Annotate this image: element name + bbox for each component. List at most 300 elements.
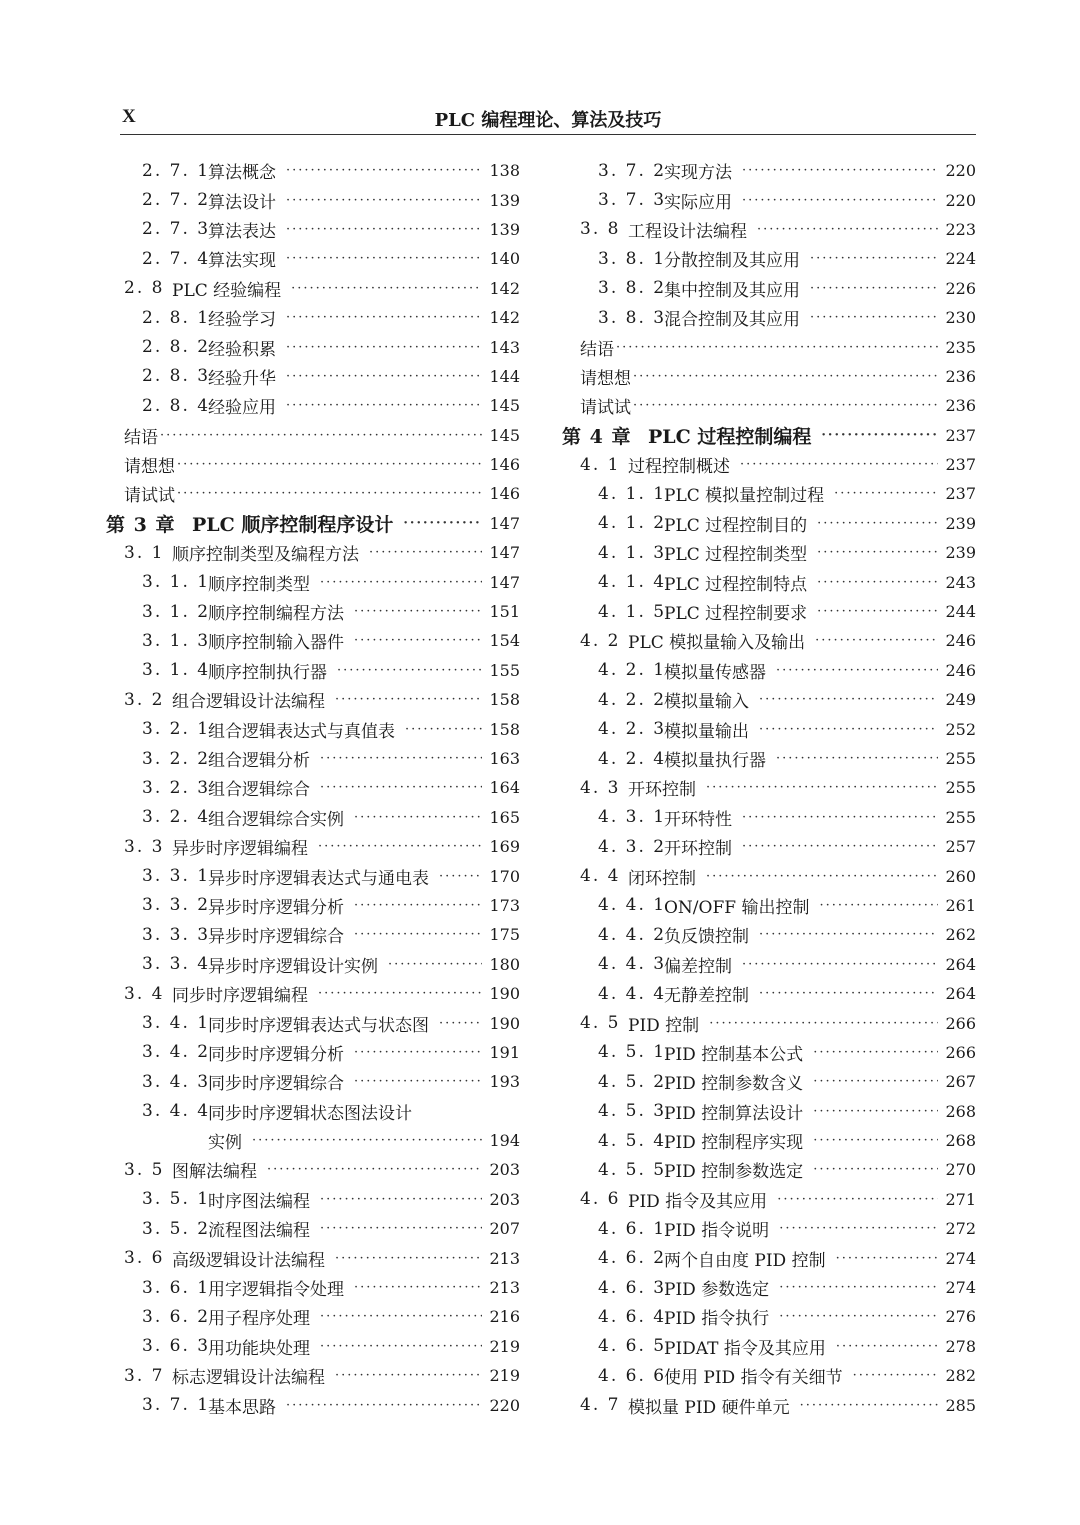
toc-entry-title: 用功能块处理 [208, 1338, 310, 1359]
toc-entry-title: PLC 经验编程 [172, 280, 282, 301]
toc-entry-title: 顺序控制编程方法 [208, 604, 344, 625]
toc-entry[interactable] [106, 244, 520, 273]
toc-entry[interactable] [106, 1185, 520, 1214]
toc-entry-page: 268 [945, 1131, 976, 1151]
toc-entry-number: 4. 1. 1 [598, 483, 667, 504]
dot-leader [810, 252, 938, 265]
toc-entry-number: 3. 6 [124, 1248, 165, 1269]
toc-entry[interactable] [562, 215, 976, 244]
toc-entry[interactable] [562, 1155, 976, 1184]
toc-entry[interactable] [106, 362, 520, 391]
toc-entry[interactable] [562, 744, 976, 773]
toc-entry-page: 147 [489, 543, 520, 563]
toc-entry-page: 249 [945, 690, 976, 710]
dot-leader [320, 576, 482, 589]
toc-entry[interactable] [106, 391, 520, 420]
toc-entry[interactable] [562, 979, 976, 1008]
toc-entry-title: 经验积累 [208, 339, 276, 360]
toc-entry-page: 239 [945, 543, 976, 563]
page-number-label: X [122, 106, 136, 127]
toc-right-column [562, 156, 976, 1420]
toc-entry-title: 算法设计 [208, 192, 276, 213]
dot-leader [320, 1340, 482, 1353]
toc-entry-page: 203 [489, 1189, 520, 1209]
toc-entry[interactable] [562, 156, 976, 185]
toc-entry-number: 4. 5. 3 [598, 1101, 667, 1122]
toc-entry-page: 219 [489, 1336, 520, 1356]
dot-leader [337, 664, 482, 677]
toc-entry[interactable] [106, 479, 520, 508]
dot-leader [759, 723, 938, 736]
toc-entry[interactable] [106, 303, 520, 332]
toc-entry[interactable] [106, 714, 520, 743]
toc-entry-page: 244 [945, 602, 976, 622]
toc-entry[interactable] [106, 1302, 520, 1331]
toc-chapter-entry[interactable] [562, 421, 976, 450]
toc-entry-number: 3. 8. 2 [598, 278, 667, 299]
toc-entry-title: PID 参数选定 [664, 1280, 770, 1301]
toc-entry-title: 流程图法编程 [208, 1221, 310, 1242]
toc-entry[interactable] [562, 714, 976, 743]
toc-entry[interactable] [106, 1038, 520, 1067]
toc-entry-page: 170 [489, 866, 520, 886]
toc-entry-number: 4. 4 [580, 866, 621, 887]
toc-entry-number: 2. 8. 1 [142, 307, 211, 328]
toc-entry[interactable] [562, 920, 976, 949]
dot-leader [177, 458, 482, 471]
toc-entry[interactable] [562, 1038, 976, 1067]
toc-entry-number: 3. 2 [124, 689, 165, 710]
dot-leader [286, 341, 482, 354]
toc-entry-number: 第 3 章 [106, 513, 176, 536]
toc-entry-number: 4. 2. 3 [598, 719, 667, 740]
toc-entry-page: 213 [489, 1248, 520, 1268]
toc-entry-page: 264 [945, 954, 976, 974]
toc-entry[interactable] [562, 656, 976, 685]
toc-entry[interactable] [562, 1214, 976, 1243]
toc-entry[interactable] [106, 832, 520, 861]
toc-entry-page: 255 [945, 749, 976, 768]
toc-entry-page: 155 [489, 660, 520, 680]
toc-entry-title: 同步时序逻辑状态图法设计 [208, 1103, 412, 1124]
toc-entry-title: PID 指令说明 [664, 1221, 770, 1242]
toc-entry[interactable] [106, 920, 520, 949]
toc-entry-title: 用子程序处理 [208, 1309, 310, 1330]
dot-leader [318, 987, 482, 1000]
toc-entry-number: 3. 8. 1 [598, 248, 667, 269]
toc-entry-title: PID 控制参数选定 [664, 1162, 804, 1183]
dot-leader [320, 1193, 482, 1206]
toc-entry-page: 219 [489, 1366, 520, 1386]
toc-entry[interactable] [106, 1155, 520, 1184]
toc-entry[interactable] [106, 1390, 520, 1419]
toc-entry-title: 开环特性 [664, 809, 732, 830]
toc-entry[interactable] [562, 274, 976, 303]
dot-leader [709, 1017, 938, 1030]
toc-entry[interactable] [106, 626, 520, 655]
toc-entry-title: 组合逻辑综合实例 [208, 809, 344, 830]
toc-entry-page: 164 [489, 778, 520, 798]
toc-entry-number: 3. 5 [124, 1159, 165, 1180]
toc-entry-page: 243 [945, 572, 976, 592]
toc-entry-title: 用字逻辑指令处理 [208, 1280, 344, 1301]
toc-entry-title: 请想想 [124, 457, 175, 478]
toc-entry-title: 实际应用 [664, 192, 732, 213]
toc-entry-page: 158 [489, 690, 520, 710]
toc-entry-page: 207 [489, 1219, 520, 1239]
toc-chapter-entry[interactable] [106, 509, 520, 538]
toc-entry-number: 4. 3 [580, 777, 621, 798]
dot-leader [853, 1369, 938, 1382]
dot-leader [177, 487, 482, 500]
toc-entry-title: 请试试 [580, 398, 631, 419]
dot-leader [354, 811, 482, 824]
toc-entry[interactable] [106, 185, 520, 214]
toc-entry[interactable] [106, 773, 520, 802]
toc-entry[interactable] [106, 891, 520, 920]
toc-entry-title: 混合控制及其应用 [664, 310, 800, 331]
toc-entry-number: 3. 3 [124, 836, 165, 857]
toc-entry-page: 190 [489, 984, 520, 1004]
toc-entry-number: 3. 5. 2 [142, 1218, 211, 1239]
dot-leader [819, 899, 938, 912]
dot-leader [834, 487, 938, 500]
toc-entry-number: 3. 4 [124, 983, 165, 1004]
toc-entry-page: 140 [489, 249, 520, 269]
toc-entry-number: 3. 1. 4 [142, 660, 211, 681]
toc-entry-title: 结语 [124, 427, 158, 448]
toc-entry[interactable] [106, 1273, 520, 1302]
dot-leader [388, 958, 482, 971]
toc-entry[interactable] [106, 274, 520, 303]
toc-entry-number: 4. 6. 6 [598, 1365, 667, 1386]
toc-entry-number: 3. 7 [124, 1365, 165, 1386]
toc-entry-page: 146 [489, 455, 520, 475]
toc-entry[interactable] [562, 1008, 976, 1037]
toc-entry[interactable] [106, 1097, 520, 1126]
toc-entry-title: 同步时序逻辑表达式与状态图 [208, 1015, 429, 1036]
toc-entry-title: PID 指令及其应用 [628, 1191, 768, 1212]
toc-entry-number: 4. 6. 1 [598, 1218, 667, 1239]
toc-entry-title: 分散控制及其应用 [664, 251, 800, 272]
dot-leader [742, 840, 938, 853]
toc-entry-number: 4. 7 [580, 1395, 621, 1416]
toc-entry-title: 时序图法编程 [208, 1191, 310, 1212]
toc-entry-title: 模拟量输出 [664, 721, 749, 742]
dot-leader [267, 1163, 482, 1176]
toc-entry-title: 同步时序逻辑编程 [172, 986, 308, 1007]
toc-entry-number: 3. 3. 2 [142, 895, 211, 916]
toc-entry[interactable] [106, 979, 520, 1008]
toc-entry-page: 282 [945, 1366, 976, 1386]
toc-entry-number: 3. 8 [580, 219, 621, 240]
toc-entry-page: 144 [489, 366, 520, 386]
toc-entry-title: 算法实现 [208, 251, 276, 272]
toc-entry[interactable] [106, 538, 520, 567]
toc-entry[interactable] [562, 244, 976, 273]
dot-leader [286, 223, 482, 236]
toc-entry-number: 4. 3. 1 [598, 807, 667, 828]
toc-entry-page: 147 [489, 572, 520, 592]
toc-entry-title: 标志逻辑设计法编程 [172, 1368, 325, 1389]
toc-entry-title: PID 控制 [628, 1015, 700, 1036]
dot-leader [740, 458, 938, 471]
dot-leader [817, 605, 938, 618]
toc-entry-title: 负反馈控制 [664, 927, 749, 948]
toc-entry-page: 203 [489, 1160, 520, 1180]
toc-entry-number: 3. 3. 1 [142, 866, 211, 887]
toc-entry-number: 3. 1. 2 [142, 601, 211, 622]
toc-entry[interactable] [106, 156, 520, 185]
toc-entry-page: 237 [945, 455, 976, 475]
toc-entry-number: 4. 4. 3 [598, 954, 667, 975]
toc-entry-title: 两个自由度 PID 控制 [664, 1250, 826, 1271]
dot-leader [616, 341, 938, 354]
toc-entry-page: 220 [489, 1395, 520, 1415]
toc-entry[interactable] [562, 185, 976, 214]
dot-leader [810, 282, 938, 295]
toc-entry[interactable] [106, 803, 520, 832]
toc-entry-title: PID 控制参数含义 [664, 1074, 804, 1095]
toc-entry-title: 顺序控制类型及编程方法 [172, 545, 359, 566]
toc-entry[interactable] [562, 1097, 976, 1126]
toc-entry-page: 180 [489, 954, 520, 974]
toc-entry-page: 285 [945, 1395, 976, 1415]
toc-entry-number: 3. 6. 2 [142, 1306, 211, 1327]
toc-entry-page: 143 [489, 337, 520, 357]
book-title: PLC 编程理论、算法及技巧 [434, 110, 662, 131]
toc-entry-title: 经验升华 [208, 368, 276, 389]
dot-leader [320, 1310, 482, 1323]
toc-entry-page: 220 [945, 190, 976, 210]
dot-leader [335, 1252, 482, 1265]
dot-leader [776, 752, 938, 765]
toc-entry-page: 237 [945, 484, 976, 504]
toc-entry[interactable] [562, 1243, 976, 1272]
toc-entry-title: 顺序控制输入器件 [208, 633, 344, 654]
toc-entry-page: 194 [489, 1131, 520, 1151]
toc-entry[interactable] [106, 1214, 520, 1243]
toc-entry-number: 4. 5. 1 [598, 1042, 667, 1063]
dot-leader [335, 693, 482, 706]
toc-entry[interactable] [106, 861, 520, 890]
toc-entry-title: 异步时序逻辑表达式与通电表 [208, 868, 429, 889]
toc-entry-number: 3. 4. 4 [142, 1101, 211, 1122]
toc-entry[interactable] [562, 832, 976, 861]
toc-entry[interactable] [106, 1361, 520, 1390]
toc-entry-page: 224 [945, 249, 976, 269]
toc-entry-number: 4. 4. 4 [598, 983, 667, 1004]
toc-entry[interactable] [562, 391, 976, 420]
toc-entry-page: 278 [945, 1336, 976, 1356]
toc-entry[interactable] [562, 1185, 976, 1214]
toc-left-column [106, 156, 520, 1420]
toc-entry-page: 154 [489, 631, 520, 651]
toc-entry-number: 4. 5. 5 [598, 1159, 667, 1180]
toc-entry[interactable] [562, 362, 976, 391]
dot-leader [320, 781, 482, 794]
toc-entry-number: 2. 8. 3 [142, 366, 211, 387]
toc-entry-page: 146 [489, 484, 520, 504]
toc-entry[interactable] [562, 597, 976, 626]
toc-entry[interactable] [106, 1067, 520, 1096]
toc-entry-title: 过程控制概述 [628, 457, 730, 478]
dot-leader [439, 1017, 482, 1030]
toc-entry[interactable] [562, 861, 976, 890]
dot-leader [354, 605, 482, 618]
toc-entry[interactable] [562, 1067, 976, 1096]
dot-leader [757, 223, 938, 236]
toc-entry-page: 268 [945, 1101, 976, 1121]
toc-entry-page: 261 [945, 895, 976, 915]
toc-entry-number: 3. 3. 4 [142, 954, 211, 975]
toc-entry-number: 4. 2. 2 [598, 689, 667, 710]
toc-entry-title: 算法表达 [208, 221, 276, 242]
toc-entry-page: 142 [489, 308, 520, 328]
toc-entry[interactable] [106, 1243, 520, 1272]
toc-entry-number: 4. 6 [580, 1189, 621, 1210]
toc-entry-number: 3. 4. 3 [142, 1071, 211, 1092]
toc-entry-number: 4. 1. 4 [598, 572, 667, 593]
toc-entry-number: 4. 2. 1 [598, 660, 667, 681]
toc-entry-number: 4. 4. 1 [598, 895, 667, 916]
dot-leader [813, 1163, 938, 1176]
toc-entry-number: 3. 1. 3 [142, 630, 211, 651]
toc-entry[interactable] [106, 744, 520, 773]
toc-entry[interactable] [562, 1361, 976, 1390]
dot-leader [706, 781, 938, 794]
toc-entry-page: 262 [945, 925, 976, 945]
dot-leader [286, 399, 482, 412]
dot-leader [779, 1281, 938, 1294]
page-header [120, 100, 976, 135]
toc-entry-title: 异步时序逻辑编程 [172, 839, 308, 860]
toc-entry[interactable] [562, 950, 976, 979]
toc-entry-number: 3. 2. 4 [142, 807, 211, 828]
dot-leader [286, 252, 482, 265]
toc-entry[interactable] [562, 891, 976, 920]
toc-entry-title: PLC 过程控制要求 [664, 604, 808, 625]
dot-leader [810, 311, 938, 324]
toc-entry-page: 173 [489, 895, 520, 915]
toc-entry-page: 147 [489, 513, 520, 533]
toc-entry-page: 276 [945, 1307, 976, 1327]
dot-leader [813, 1134, 938, 1147]
toc-entry-number: 2. 7. 4 [142, 248, 211, 269]
toc-entry-title: 顺序控制类型 [208, 574, 310, 595]
toc-entry[interactable] [562, 1390, 976, 1419]
toc-entry[interactable] [562, 1273, 976, 1302]
toc-entry-title: PLC 顺序控制程序设计 [192, 513, 394, 536]
dot-leader [815, 634, 938, 647]
toc-entry-title: 开环控制 [664, 839, 732, 860]
dot-leader [706, 870, 938, 883]
dot-leader [742, 194, 938, 207]
toc-entry-number: 2. 7. 2 [142, 190, 211, 211]
toc-entry[interactable] [106, 656, 520, 685]
toc-entry[interactable] [562, 567, 976, 596]
dot-leader [817, 576, 938, 589]
toc-entry[interactable] [562, 1332, 976, 1361]
dot-leader [369, 546, 482, 559]
dot-leader [742, 811, 938, 824]
toc-entry[interactable] [106, 1332, 520, 1361]
toc-entry[interactable] [562, 1126, 976, 1155]
toc-entry-page: 213 [489, 1278, 520, 1298]
toc-entry[interactable] [562, 1302, 976, 1331]
toc-entry[interactable] [562, 450, 976, 479]
toc-entry-title: 算法概念 [208, 163, 276, 184]
toc-entry-number: 3. 1. 1 [142, 572, 211, 593]
toc-entry-title: 开环控制 [628, 780, 696, 801]
toc-entry[interactable] [562, 479, 976, 508]
dot-leader [813, 1105, 938, 1118]
toc-entry-number: 4. 2. 4 [598, 748, 667, 769]
toc-entry[interactable] [106, 685, 520, 714]
dot-leader [800, 1399, 938, 1412]
toc-entry[interactable] [562, 685, 976, 714]
dot-leader [354, 1281, 482, 1294]
toc-entry-page: 266 [945, 1013, 976, 1033]
toc-entry[interactable] [562, 332, 976, 361]
toc-entry-page: 142 [489, 278, 520, 298]
toc-entry-title: 实现方法 [664, 163, 732, 184]
toc-entry[interactable] [562, 803, 976, 832]
toc-entry[interactable] [562, 773, 976, 802]
toc-entry-title: PID 控制基本公式 [664, 1044, 804, 1065]
toc-entry[interactable] [106, 1126, 520, 1155]
toc-entry[interactable] [106, 450, 520, 479]
toc-entry-title: 闭环控制 [628, 868, 696, 889]
toc-entry[interactable] [562, 538, 976, 567]
toc-entry-title: PLC 过程控制类型 [664, 545, 808, 566]
toc-entry-page: 220 [945, 161, 976, 181]
toc-entry[interactable] [106, 332, 520, 361]
toc-entry-title: PID 控制算法设计 [664, 1103, 804, 1124]
toc-entry[interactable] [562, 303, 976, 332]
toc-entry-number: 第 4 章 [562, 425, 632, 448]
dot-leader [813, 1075, 938, 1088]
toc-entry-page: 226 [945, 278, 976, 298]
toc-entry[interactable] [562, 626, 976, 655]
toc-entry[interactable] [106, 950, 520, 979]
toc-entry-number: 2. 7. 1 [142, 160, 211, 181]
dot-leader [354, 634, 482, 647]
dot-leader [320, 752, 482, 765]
toc-entry[interactable] [106, 421, 520, 450]
toc-entry[interactable] [106, 597, 520, 626]
dot-leader [318, 840, 482, 853]
toc-entry[interactable] [106, 1008, 520, 1037]
toc-entry[interactable] [106, 567, 520, 596]
toc-entry-title: 高级逻辑设计法编程 [172, 1250, 325, 1271]
toc-entry-page: 158 [489, 719, 520, 739]
toc-entry[interactable] [106, 215, 520, 244]
toc-entry-page: 169 [489, 837, 520, 857]
toc-entry-page: 255 [945, 778, 976, 798]
toc-entry-page: 274 [945, 1278, 976, 1298]
toc-entry-page: 270 [945, 1160, 976, 1180]
dot-leader [779, 1222, 938, 1235]
dot-leader [759, 693, 938, 706]
dot-leader [759, 987, 938, 1000]
toc-entry-title: 异步时序逻辑综合 [208, 927, 344, 948]
toc-entry-number: 3. 7. 1 [142, 1395, 211, 1416]
toc-entry-number: 4. 6. 2 [598, 1248, 667, 1269]
toc-entry[interactable] [562, 509, 976, 538]
toc-entry-number: 3. 1 [124, 542, 165, 563]
dot-leader [286, 164, 482, 177]
